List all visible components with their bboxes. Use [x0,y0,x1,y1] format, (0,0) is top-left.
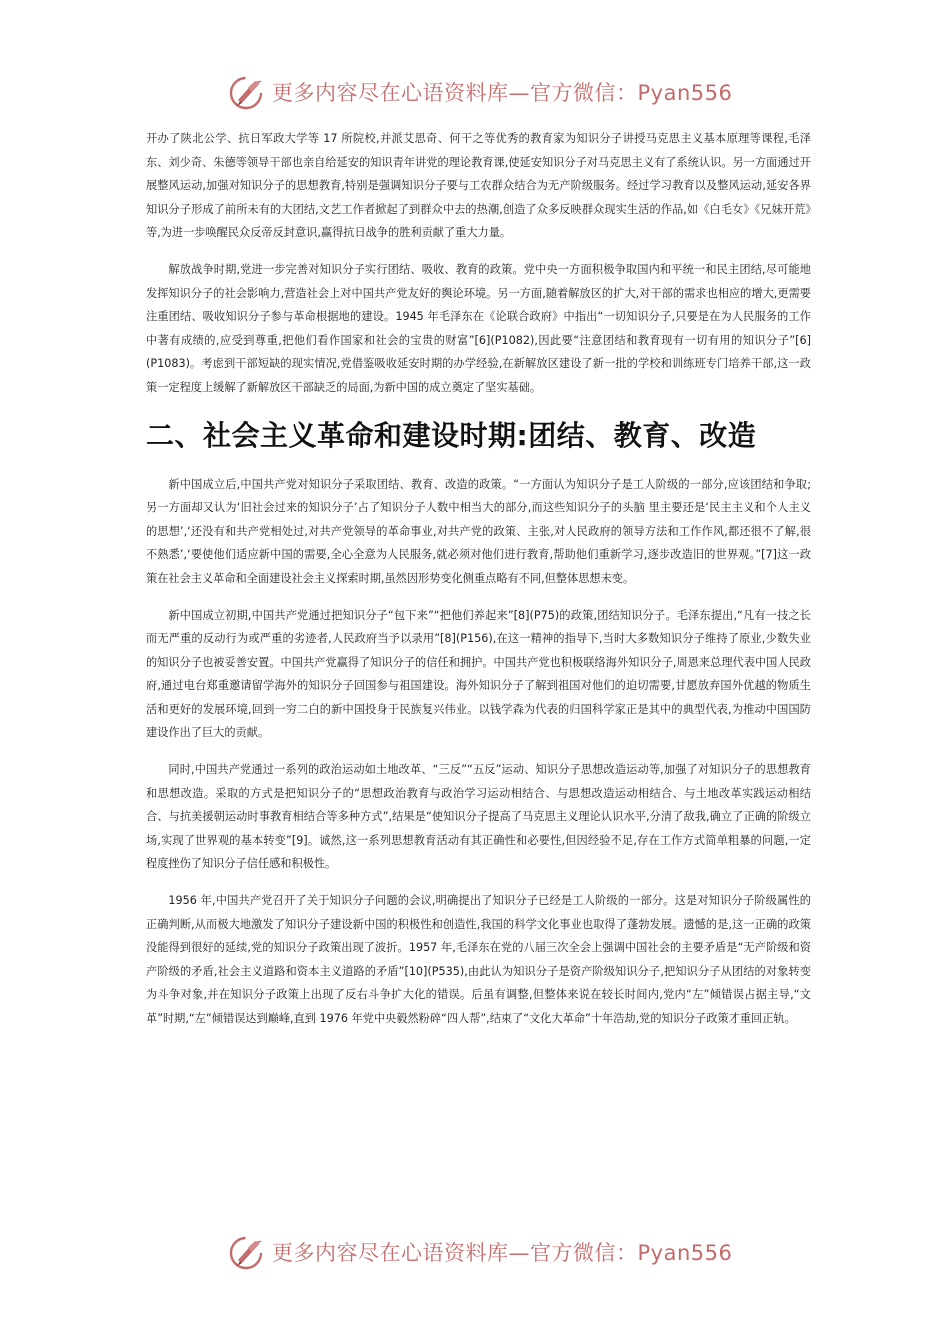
banner-text: 更多内容尽在心语资料库—官方微信：Pyan556 [272,1241,733,1265]
paragraph: 开办了陕北公学、抗日军政大学等 17 所院校,并派艾思奇、何干之等优秀的教育家为知识分子讲授马克思主义基本原理等课程,毛泽东、刘少奇、朱德等领导干部也亲自给延安的知识青年讲党的理论教育课,使延安知识分子对马克思主义有了系统认识。另一方面通过开展整风运动,加强对知识分子的思想教育,特别是强调知识分子要与工农群众结合为无产阶级服务。经过学习教育以及整风运动,延安各界知识分子形成了前所未有的大团结,文艺工作者掀起了到群众中去的热潮,创造了众多反映群众现实生活的作品,如《白毛女》《兄妹开荒》等,为进一步唤醒民众反帝反封意识,赢得抗日战争的胜利贡献了重大力量。 [146,132,811,240]
banner-text: 更多内容尽在心语资料库—官方微信：Pyan556 [272,81,733,105]
paragraph: 新中国成立后,中国共产党对知识分子采取团结、教育、改造的政策。“一方面认为知识分子是工人阶级的一部分,应该团结和争取;另一方面却又认为‘旧社会过来的知识分子’占了知识分子人数中相当大的部分,而这些知识分子的头脑 里主要还是‘民主主义和个人主义的思想’,‘还没有和共产党相处过,对共产党领导的革命事业,对共产党的政策、主张,对人民政府的领导方法和工作作风,都还很不了解,很不熟悉’,‘要使他们适应新中国的需要,全心全意为人民服务,就必须对他们进行教育,帮助他们重新学习,逐步改造旧的世界观。”[7]这一政策在社会主义革命和全面建设社会主义探索时期,虽然因形势变化侧重点略有不同,但整体思想未变。 [146,477,811,585]
header-banner [228,70,733,114]
document-body [146,127,811,1044]
paragraph: 1956 年,中国共产党召开了关于知识分子问题的会议,明确提出了知识分子已经是工人阶级的一部分。这是对知识分子阶级属性的正确判断,从而极大地激发了知识分子建设新中国的积极性和创造性,我国的科学文化事业也取得了蓬勃发展。遗憾的是,这一正确的政策没能得到很好的延续,党的知识分子政策出现了波折。1957 年,毛泽东在党的八届三次全会上强调中国社会的主要矛盾是“无产阶级和资产阶级的矛盾,社会主义道路和资本主义道路的矛盾”[10](P535),由此认为知识分子是资产阶级知识分子,把知识分子从团结的对象转变为斗争对象,并在知识分子政策上出现了反右斗争扩大化的错误。后虽有调整,但整体来说在较长时间内,党内“左”倾错误占据主导,“文革”时期,“左”倾错误达到巅峰,直到 1976 年党中央毅然粉碎“四人帮”,结束了“文化大革命”十年浩劫,党的知识分子政策才重回正轨。 [146,894,811,1025]
paragraph: 同时,中国共产党通过一系列的政治运动如土地改革、“三反”“五反”运动、知识分子思想改造运动等,加强了对知识分子的思想教育和思想改造。采取的方式是把知识分子的“思想政治教育与政治学习运动相结合、与思想改造运动相结合、与土地改革实践运动相结合、与抗美援朝运动时事教育相结合等多种方式”,结果是“使知识分子提高了马克思主义理论认识水平,分清了敌我,确立了正确的阶级立场,实现了世界观的基本转变”[9]。诚然,这一系列思想教育活动有其正确性和必要性,但因经验不足,存在工作方式简单粗暴的问题,一定程度挫伤了知识分子信任感和积极性。 [146,763,811,871]
dove-pen-logo-icon [228,1232,268,1272]
paragraph: 解放战争时期,党进一步完善对知识分子实行团结、吸收、教育的政策。党中央一方面积极争取国内和平统一和民主团结,尽可能地发挥知识分子的社会影响力,营造社会上对中国共产党友好的舆论环境。另一方面,随着解放区的扩大,对干部的需求也相应的增大,更需要注重团结、吸收知识分子参与革命根据地的建设。1945 年毛泽东在《论联合政府》中指出“一切知识分子,只要是在为人民服务的工作中著有成绩的,应受到尊重,把他们看作国家和社会的宝贵的财富”[6](P1082),因此要“注意团结和教育现有一切有用的知识分子”[6](P1083)。考虑到干部短缺的现实情况,党借鉴吸收延安时期的办学经验,在新解放区建设了新一批的学校和训练班专门培养干部,这一政策一定程度上缓解了新解放区干部缺乏的局面,为新中国的成立奠定了坚实基础。 [146,262,811,394]
section-heading: 二、社会主义革命和建设时期:团结、教育、改造 [146,418,757,452]
dove-pen-logo-icon [228,72,268,112]
footer-banner [228,1230,733,1274]
paragraph: 新中国成立初期,中国共产党通过把知识分子“包下来”“把他们养起来”[8](P75)的政策,团结知识分子。毛泽东提出,“凡有一技之长而无严重的反动行为或严重的劣迹者,人民政府当予以录用”[8](P156),在这一精神的指导下,当时大多数知识分子维持了原业,少数失业的知识分子也被妥善安置。中国共产党赢得了知识分子的信任和拥护。中国共产党也积极联络海外知识分子,周恩来总理代表中国人民政府,通过电台郑重邀请留学海外的知识分子回国参与祖国建设。海外知识分子了解到祖国对他们的迫切需要,甘愿放弃国外优越的物质生活和更好的发展环境,回到一穷二白的新中国投身于民族复兴伟业。以钱学森为代表的归国科学家正是其中的典型代表,为推动中国国防建设作出了巨大的贡献。 [146,608,811,740]
